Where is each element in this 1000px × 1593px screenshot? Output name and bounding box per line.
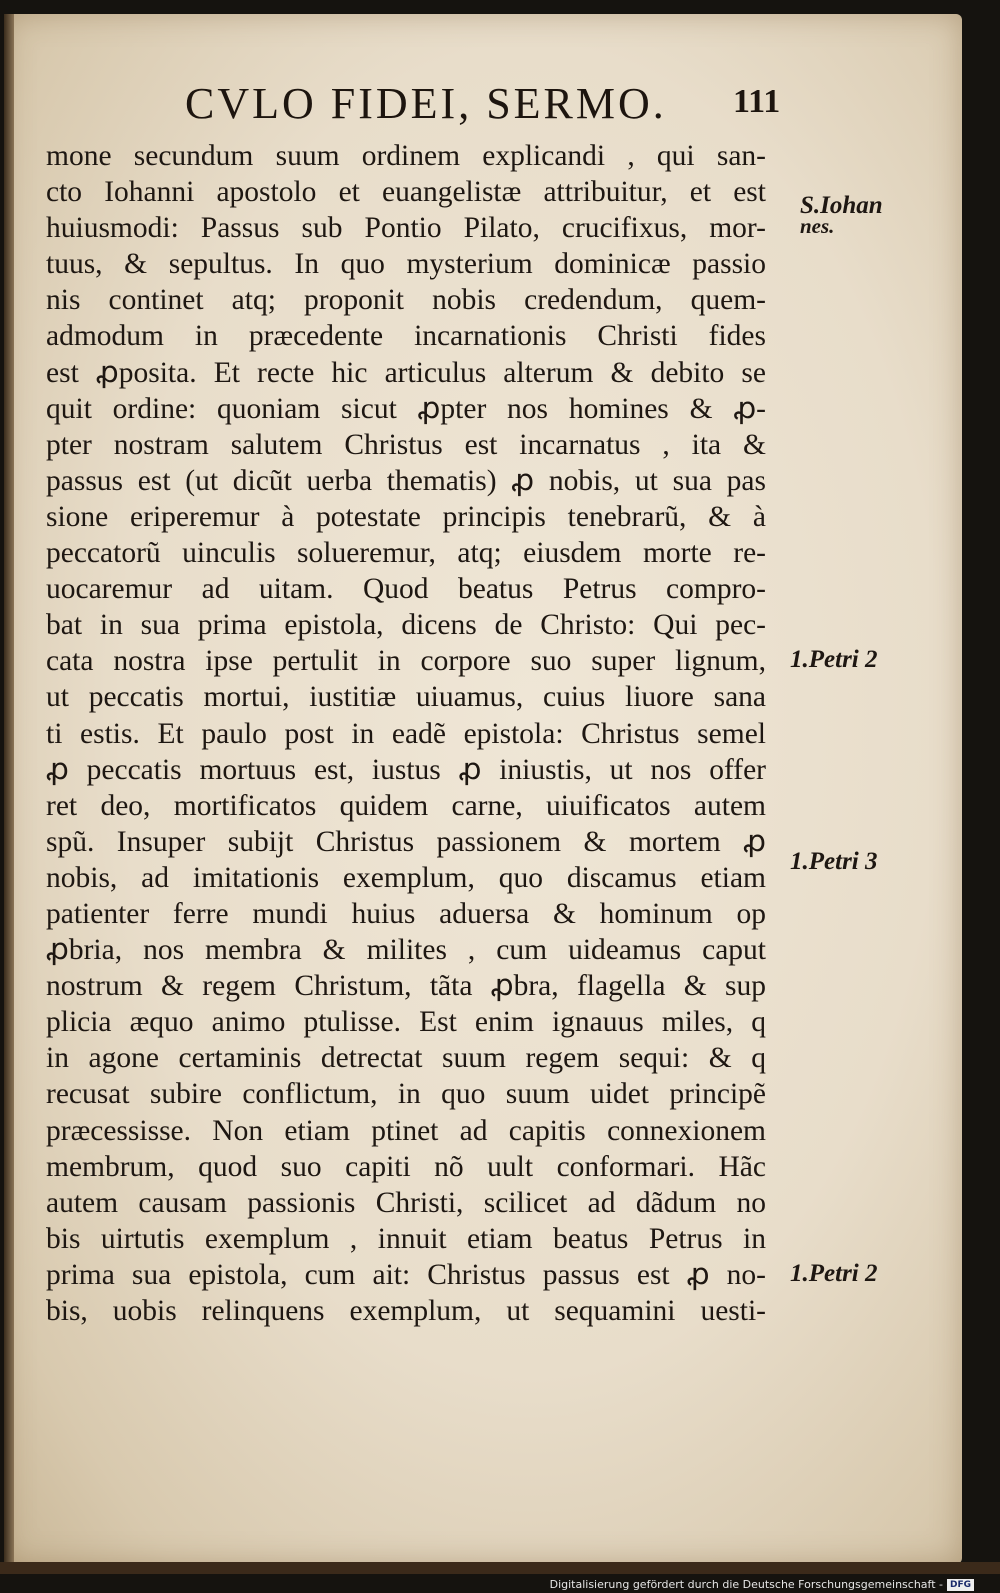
- text-line: bat in sua prima epistola, dicens de Christo: Qui pec-: [46, 609, 766, 642]
- text-line: nostrum & regem Christum, tãta ꝓbra, flagella & sup: [46, 970, 766, 1003]
- text-line: sione eriperemur à potestate principis tenebrarũ, & à: [46, 500, 766, 533]
- margin-note-peter: 1.Petri 2: [790, 646, 878, 673]
- text-line: ut peccatis mortui, iustitiæ uiuamus, cuius liuore sana: [46, 681, 766, 714]
- text-line: cto Iohanni apostolo et euangelistæ attribuitur, et est: [46, 176, 766, 209]
- running-head: CVLO FIDEI, SERMO.: [185, 79, 667, 128]
- text-line: uocaremur ad uitam. Quod beatus Petrus compro-: [46, 573, 766, 606]
- text-line: cata nostra ipse pertulit in corpore suo super lignum,: [46, 645, 766, 678]
- margin-note-john: [800, 192, 883, 239]
- dfg-logo: DFG: [947, 1579, 974, 1591]
- text-line: est ꝓposita. Et recte hic articulus alterum & debito se: [46, 356, 766, 389]
- digitization-credit: [550, 1578, 974, 1591]
- margin-note-peter: 1.Petri 3: [790, 848, 878, 875]
- credit-text: Digitalisierung gefördert durch die Deutsche Forschungsgemeinschaft -: [549, 1578, 943, 1591]
- margin-note-peter: 1.Petri 2: [790, 1260, 878, 1287]
- text-line: ti estis. Et paulo post in eadẽ epistola: Christus semel: [46, 717, 766, 750]
- text-line: bis, uobis relinquens exemplum, ut sequamini uesti-: [46, 1295, 766, 1327]
- text-line: bis uirtutis exemplum , innuit etiam beatus Petrus in: [46, 1222, 766, 1255]
- text-line: præcessisse. Non etiam ptinet ad capitis connexionem: [46, 1114, 766, 1147]
- text-line: autem causam passionis Christi, scilicet ad dãdum no: [46, 1186, 766, 1219]
- text-line: admodum in præcedente incarnationis Christi fides: [46, 320, 766, 353]
- text-line: pter nostram salutem Christus est incarnatus , ita &: [46, 428, 766, 461]
- binding-edge: [0, 1562, 1000, 1574]
- text-line: huiusmodi: Passus sub Pontio Pilato, crucifixus, mor-: [46, 212, 766, 245]
- text-line: ret deo, mortificatos quidem carne, uiuificatos autem: [46, 789, 766, 822]
- text-line: peccatorũ uinculis solueremur, atq; eiusdem morte re-: [46, 537, 766, 570]
- text-line: tuus, & sepultus. In quo mysterium dominicæ passio: [46, 248, 766, 281]
- text-line: nobis, ad imitationis exemplum, quo discamus etiam: [46, 861, 766, 894]
- body-text: [46, 138, 766, 1329]
- folio-number: 111: [733, 83, 781, 120]
- text-line: quit ordine: quoniam sicut ꝓpter nos homines & ꝓ-: [46, 392, 766, 425]
- page-gutter-shadow: [4, 14, 14, 1564]
- text-line: patienter ferre mundi huius aduersa & hominum op: [46, 897, 766, 930]
- text-line: ꝓbria, nos membra & milites , cum uideamus caput: [46, 934, 766, 967]
- text-line: recusat subire conflictum, in quo suum uidet principẽ: [46, 1078, 766, 1111]
- text-line: prima sua epistola, cum ait: Christus passus est ꝓ no-: [46, 1258, 766, 1291]
- text-line: in agone certaminis detrectat suum regem sequi: & q: [46, 1042, 766, 1075]
- margin-note-line: nes.: [800, 214, 835, 238]
- text-line: passus est (ut dicũt uerba thematis) ꝓ nobis, ut sua pas: [46, 464, 766, 497]
- margin-note-line: S.Iohan: [800, 192, 883, 219]
- text-line: plicia æquo animo ptulisse. Est enim ignauus miles, q: [46, 1006, 766, 1039]
- text-line: membrum, quod suo capiti nõ uult conformari. Hãc: [46, 1150, 766, 1183]
- text-line: nis continet atq; proponit nobis credendum, quem-: [46, 284, 766, 317]
- text-line: ꝓ peccatis mortuus est, iustus ꝓ iniustis, ut nos offer: [46, 753, 766, 786]
- text-line: mone secundum suum ordinem explicandi , qui san-: [46, 140, 766, 172]
- text-line: spũ. Insuper subijt Christus passionem & mortem ꝓ: [46, 825, 766, 858]
